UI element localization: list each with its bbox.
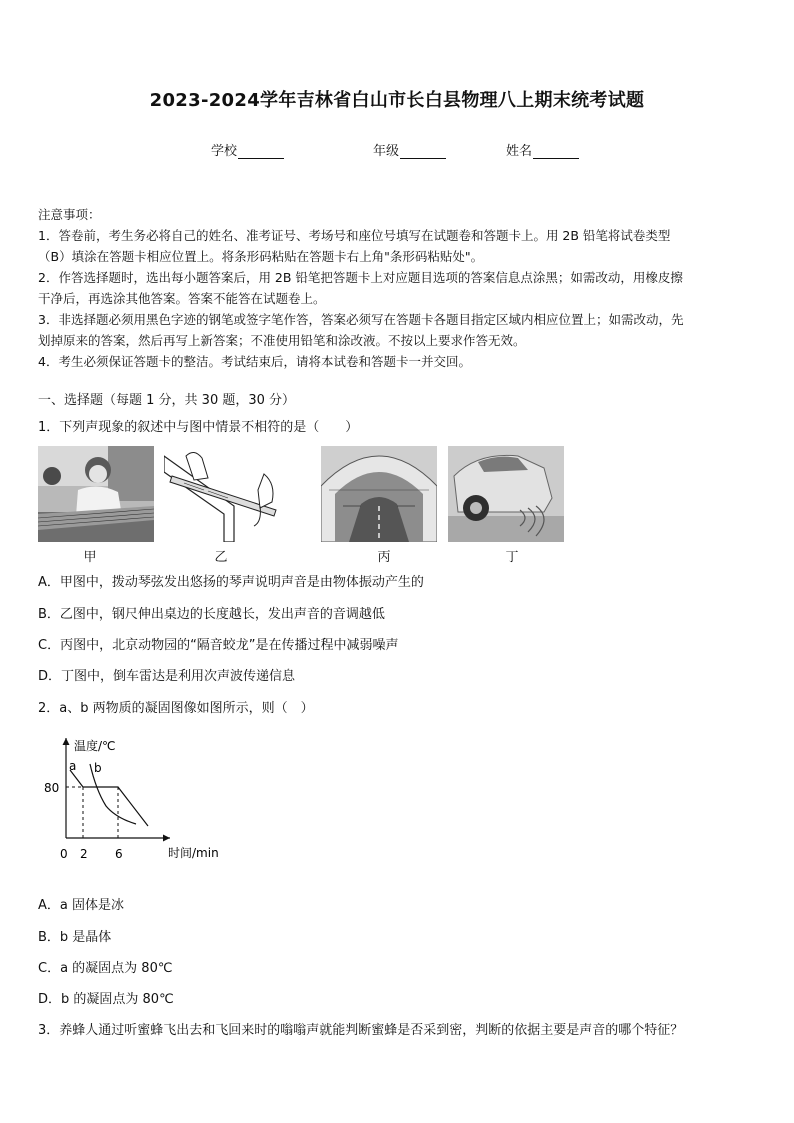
q2-option-a: A．a 固体是冰 <box>38 898 124 913</box>
zither-photo <box>38 446 154 542</box>
notes-heading: 注意事项： <box>38 207 101 222</box>
note-line: 3．非选择题必须用黑色字迹的钢笔或签字笔作答，答案必须写在答题卡各题目指定区域内相应位置上；如需改动，先 <box>38 312 684 327</box>
q1-option-b: B．乙图中，钢尺伸出桌边的长度越长，发出声音的音调越低 <box>38 607 385 622</box>
grade-blank[interactable] <box>400 144 446 159</box>
school-field <box>211 140 284 159</box>
grade-field <box>373 140 446 159</box>
car-radar-photo <box>448 446 564 542</box>
y-axis-label: 温度/℃ <box>74 739 116 753</box>
student-info-row <box>0 140 794 162</box>
note-line: 2．作答选择题时，选出每小题答案后，用 2B 铅笔把答题卡上对应题目选项的答案信息点涂黑；如需改动，用橡皮擦 <box>38 270 683 285</box>
grade-label: 年级 <box>373 144 400 159</box>
caption-yi: 乙 <box>214 550 228 565</box>
ruler-drawing <box>164 446 280 542</box>
section-title: 一、选择题（每题 1 分，共 30 题，30 分） <box>38 393 296 408</box>
note-line: 划掉原来的答案，然后再写上新答案；不准使用铅笔和涂改液。不按以上要求作答无效。 <box>38 333 526 348</box>
note-line: 1．答卷前，考生务必将自己的姓名、准考证号、考场号和座位号填写在试题卷和答题卡上。用 2B 铅笔将试卷类型 <box>38 228 671 243</box>
q1-option-a: A．甲图中，拨动琴弦发出悠扬的琴声说明声音是由物体振动产生的 <box>38 575 424 590</box>
school-label: 学校 <box>211 144 238 159</box>
name-field <box>506 140 579 159</box>
exam-title: 2023-2024学年吉林省白山市长白县物理八上期末统考试题 <box>149 90 645 111</box>
x-tick-6: 6 <box>115 847 123 860</box>
q2-option-c: C．a 的凝固点为 80℃ <box>38 961 173 976</box>
q1-option-d: D．丁图中，倒车雷达是利用次声波传递信息 <box>38 669 296 684</box>
name-blank[interactable] <box>533 144 579 159</box>
curve-a-label: a <box>69 759 77 773</box>
curve-b-label: b <box>94 761 102 775</box>
q2-option-b: B．b 是晶体 <box>38 930 112 945</box>
x-tick-0: 0 <box>60 847 68 860</box>
q2-option-d: D．b 的凝固点为 80℃ <box>38 992 174 1007</box>
school-blank[interactable] <box>238 144 284 159</box>
caption-jia: 甲 <box>83 550 97 565</box>
note-line: 4．考生必须保证答题卡的整洁。考试结束后，请将本试卷和答题卡一并交回。 <box>38 354 471 369</box>
x-tick-2: 2 <box>80 847 88 860</box>
name-label: 姓名 <box>506 144 533 159</box>
note-line: 干净后，再选涂其他答案。答案不能答在试题卷上。 <box>38 291 326 306</box>
curve-a <box>70 770 148 826</box>
solidification-graph <box>40 730 240 864</box>
x-axis-label: 时间/min <box>168 846 219 860</box>
caption-ding: 丁 <box>505 550 519 565</box>
caption-bing: 丙 <box>377 550 391 565</box>
note-line: （B）填涂在答题卡相应位置上。将条形码粘贴在答题卡右上角"条形码粘贴处"。 <box>38 249 484 264</box>
q1-option-c: C．丙图中，北京动物园的“隔音蛟龙”是在传播过程中减弱噪声 <box>38 638 399 653</box>
question-1-stem: 1．下列声现象的叙述中与图中情景不相符的是（ ） <box>38 420 359 435</box>
tunnel-photo <box>321 446 437 542</box>
question-3-stem: 3．养蜂人通过听蜜蜂飞出去和飞回来时的嗡嗡声就能判断蜜蜂是否采到密，判断的依据主要是声音的哪个特征？ <box>38 1023 684 1038</box>
y-tick-80: 80 <box>44 781 60 795</box>
question-2-stem: 2．a、b 两物质的凝固图像如图所示，则（ ） <box>38 701 314 716</box>
notes-block <box>38 204 758 372</box>
